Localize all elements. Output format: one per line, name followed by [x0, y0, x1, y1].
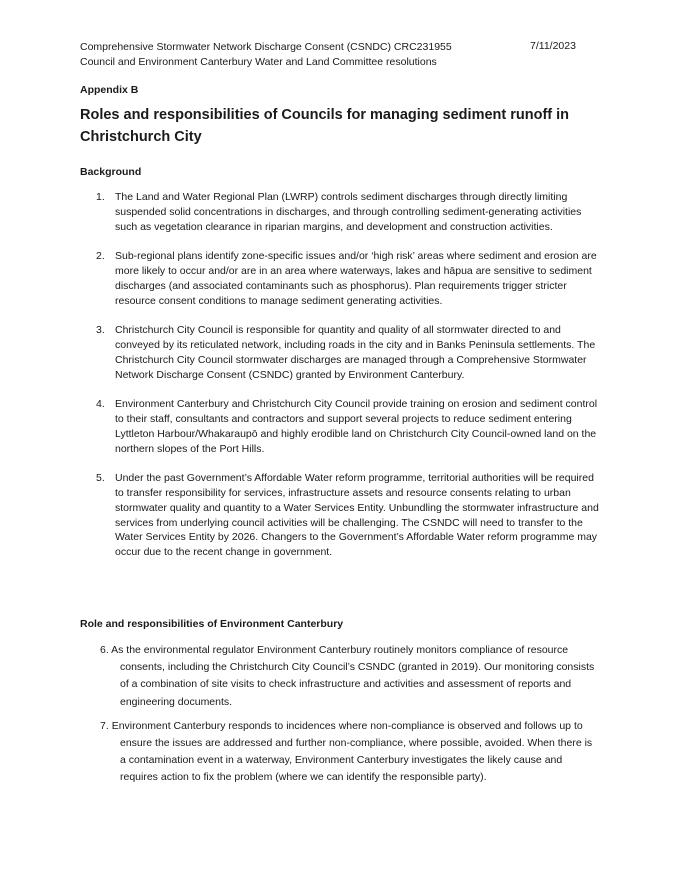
background-list — [80, 190, 600, 575]
list-item — [80, 397, 600, 456]
item-text: Environment Canterbury and Christchurch City Council provide training on erosion and sediment control to their staff, consultants and contractors and support several projects to reduce sediment entering Lyttleton Harbour/Whakaraupō and highly erodible land on Christchurch City Council-owned land on the northern slopes of the Port Hills. — [115, 398, 598, 455]
list-item — [100, 642, 600, 711]
item-number: 2. — [96, 250, 105, 263]
item-text: As the environmental regulator Environment Canterbury routinely monitors compliance of resource consents, including the Christchurch City Council’s CSNDC (granted in 2019). Our monitoring consists of a combination of site visits to check infrastructure and activities and assessment of reports and engineering documents. — [111, 644, 595, 708]
appendix-label: Appendix B — [80, 84, 139, 96]
item-number: 6. — [100, 644, 109, 656]
list-item — [80, 190, 600, 234]
list-item — [80, 323, 600, 382]
item-text: Sub-regional plans identify zone-specific issues and/or ‘high risk’ areas where sediment and erosion are more likely to occur and/or are in an area where waterways, lakes and hāpua are sensitive to sediment discharges (and associated contaminants such as phosphorus). Plan requirements trigger stricter resource consent conditions to manage sediment generating activities. — [115, 250, 597, 307]
running-header — [80, 40, 452, 70]
item-number: 7. — [100, 719, 109, 732]
item-number: 5. — [96, 472, 105, 485]
list-item — [80, 249, 600, 308]
section-heading-background: Background — [80, 166, 142, 178]
roles-list — [100, 642, 600, 794]
item-text: The Land and Water Regional Plan (LWRP) controls sediment discharges through directly limiting suspended solid concentrations in discharges, and through controlling sediment-generating activities such as vegetation clearance in riparian margins, and development and construction activities. — [115, 191, 582, 233]
list-item — [80, 471, 600, 560]
header-line-1: Comprehensive Stormwater Network Discharge Consent (CSNDC) CRC231955 — [80, 41, 452, 53]
header-date: 7/11/2023 — [530, 40, 576, 52]
page-title: Roles and responsibilities of Councils for managing sediment runoff in Christchurch City — [80, 107, 570, 145]
item-number: 3. — [96, 324, 105, 337]
section-heading-roles: Role and responsibilities of Environment Canterbury — [80, 618, 344, 630]
list-item — [100, 718, 600, 787]
item-text: Environment Canterbury responds to incidences where non-compliance is observed and follows up to ensure the issues are addressed and further non-compliance, where possible, avoided. When there is a contamination event in a waterway, Environment Canterbury investigates the likely cause and requires action to fix the problem (where we can identify the responsible party). — [111, 719, 593, 784]
item-number: 1. — [96, 191, 105, 203]
item-text: Christchurch City Council is responsible for quantity and quality of all stormwater directed to and conveyed by its reticulated network, including roads in the city and in Banks Peninsula settlements. The Christchurch City Council stormwater discharges are managed through a Comprehensive Stormwater Network Discharge Consent (CSNDC) granted by Environment Canterbury. — [115, 324, 596, 381]
header-line-2: Council and Environment Canterbury Water and Land Committee resolutions — [80, 56, 437, 68]
item-number: 4. — [96, 398, 105, 411]
item-text: Under the past Government’s Affordable Water reform programme, territorial authorities will be required to transfer responsibility for services, infrastructure assets and resource consents relating to urban stormwater quality and quantity to a Water Services Entity. Unbundling the stormwater infrastructure and services from underlying council activities will be challenging. The CSNDC will need to transfer to the Water Services Entity by 2026. Changers to the Government’s Affordable Water reform programme may occur due to the recent change in government. — [115, 472, 599, 559]
